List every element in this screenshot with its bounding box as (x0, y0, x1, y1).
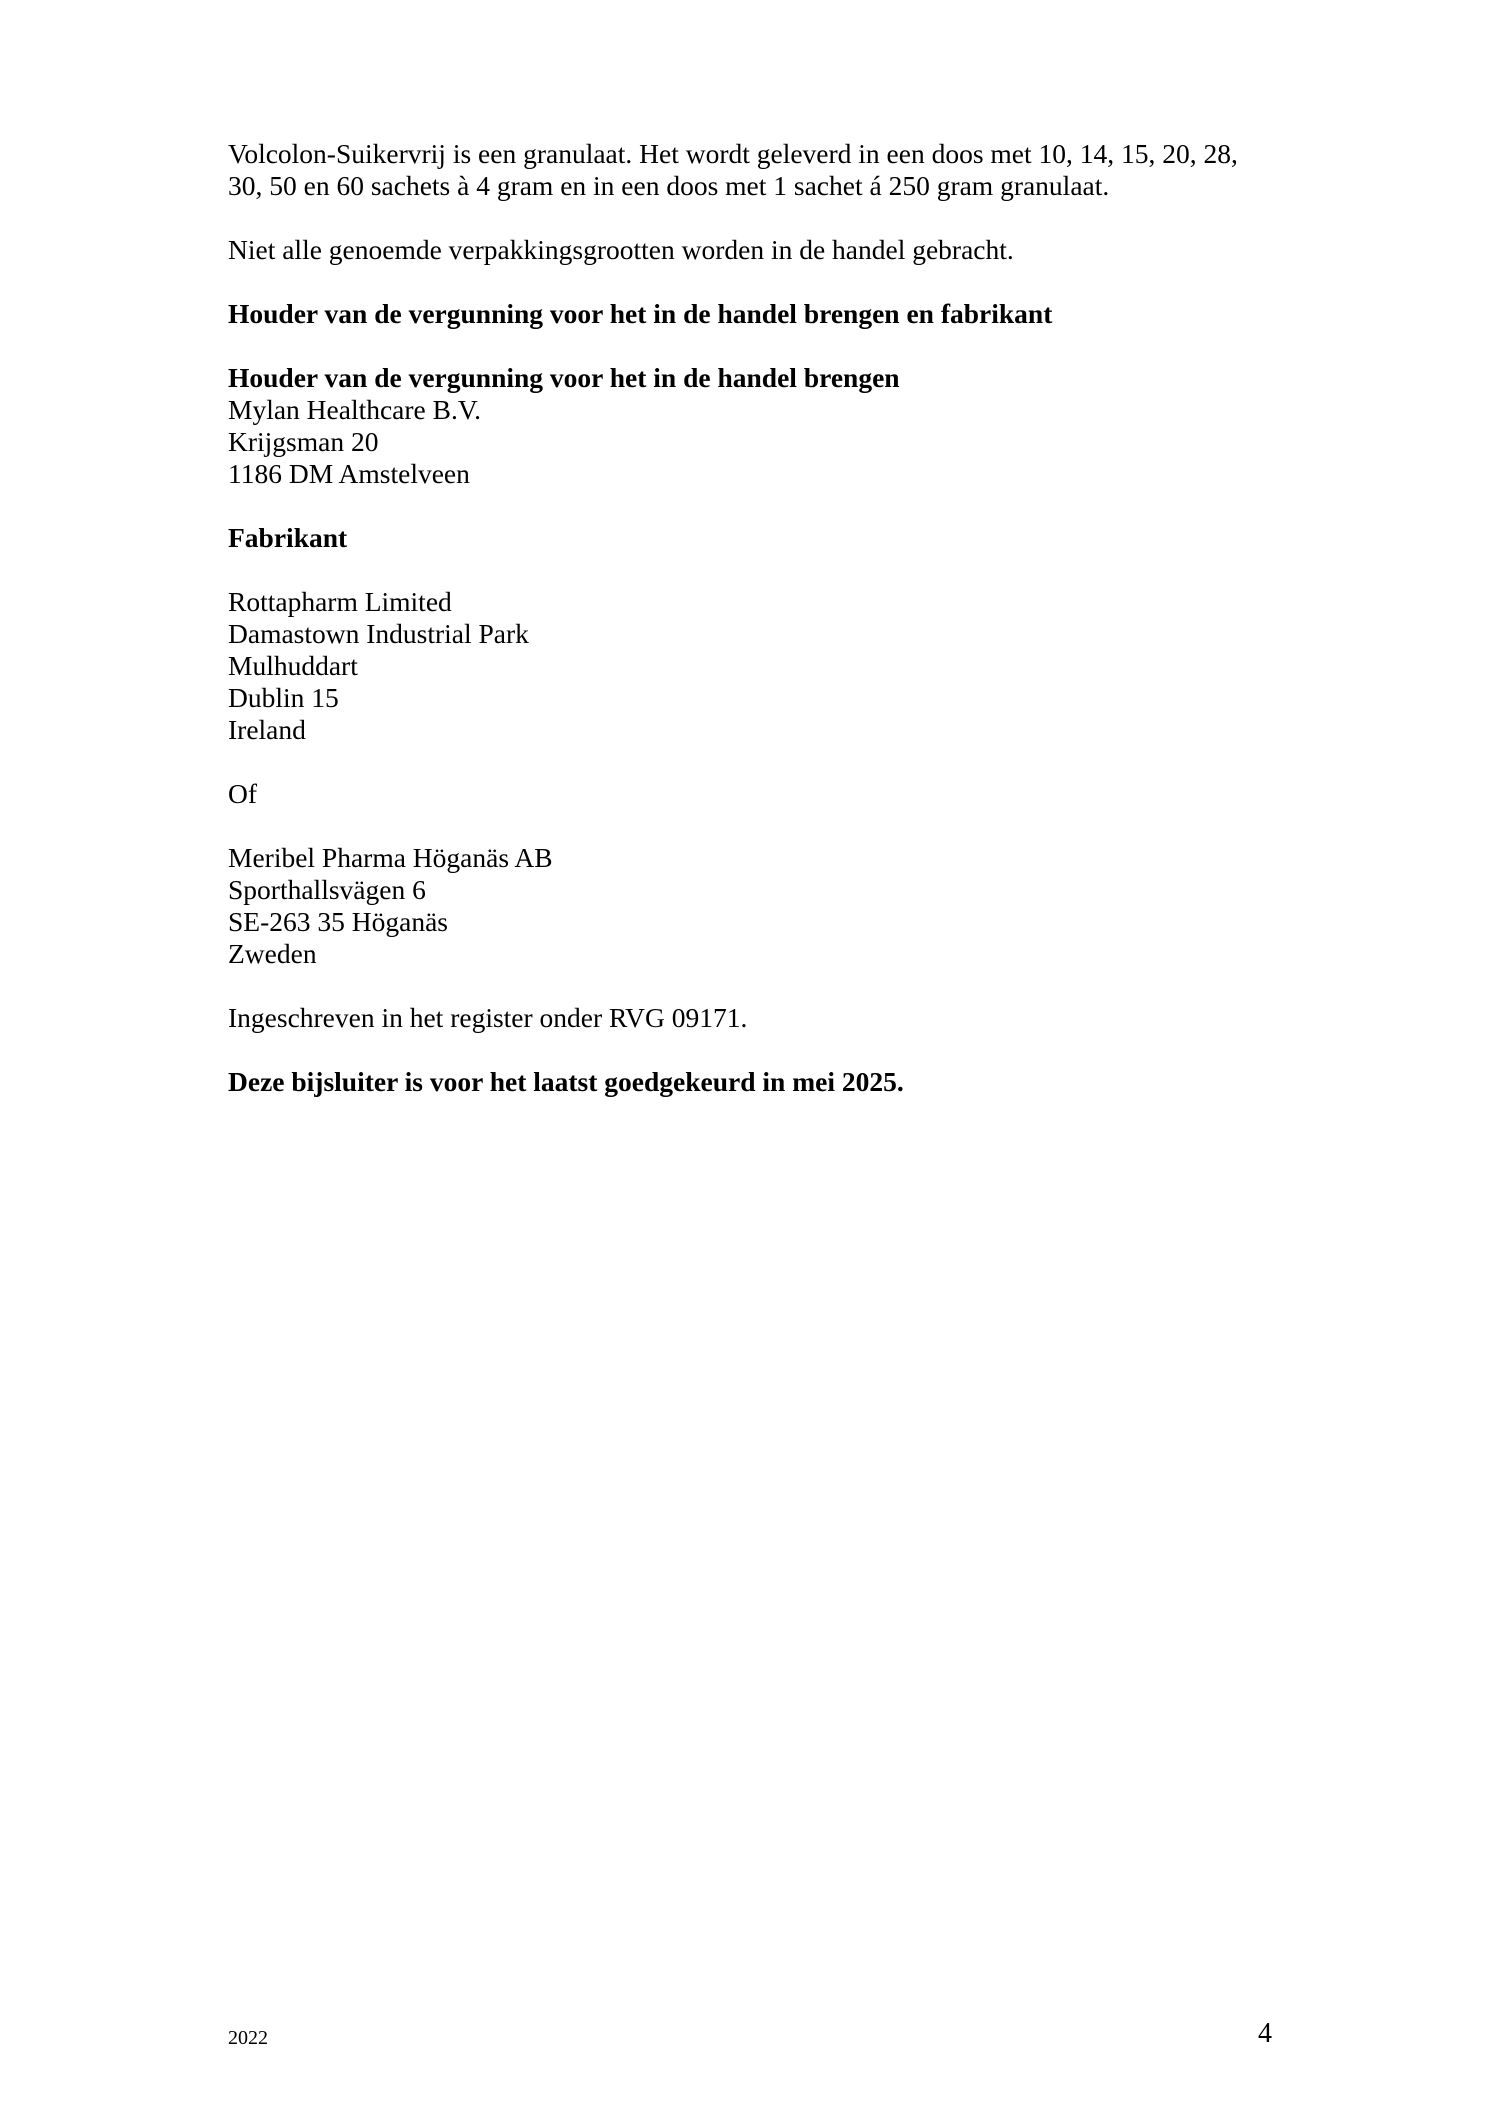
manufacturer-1-block (228, 586, 1288, 746)
registration-text: Ingeschreven in het register onder RVG 09171. (228, 1002, 748, 1033)
holder-block (228, 362, 1288, 490)
availability-note-text: Niet alle genoemde verpakkingsgrootten worden in de handel gebracht. (228, 234, 1014, 265)
holder-street: Krijgsman 20 (228, 426, 379, 457)
manufacturer-heading (228, 522, 1288, 554)
manufacturer-2-block (228, 842, 1288, 970)
manufacturer-2-city: SE-263 35 Höganäs (228, 906, 448, 937)
registration-paragraph (228, 1002, 1288, 1034)
page-number: 4 (1258, 2018, 1272, 2049)
manufacturer-heading-text: Fabrikant (228, 522, 348, 553)
manufacturer-2-name: Meribel Pharma Höganäs AB (228, 842, 553, 873)
manufacturer-1-line-3: Mulhuddart (228, 650, 358, 681)
holder-city: 1186 DM Amstelveen (228, 458, 470, 489)
availability-note (228, 234, 1288, 266)
or-text: Of (228, 778, 258, 809)
footer-year: 2022 (228, 2027, 268, 2049)
approval-paragraph (228, 1066, 1288, 1098)
or-separator (228, 778, 1288, 810)
packaging-paragraph (228, 138, 1288, 202)
approval-text: Deze bijsluiter is voor het laatst goedgekeurd in mei 2025. (228, 1066, 904, 1097)
document-body (228, 138, 1288, 1130)
manufacturer-1-country: Ireland (228, 714, 306, 745)
manufacturer-2-country: Zweden (228, 938, 317, 969)
section-heading (228, 298, 1288, 330)
manufacturer-1-line-4: Dublin 15 (228, 682, 339, 713)
holder-heading: Houder van de vergunning voor het in de handel brengen (228, 362, 900, 393)
manufacturer-1-line-2: Damastown Industrial Park (228, 618, 529, 649)
manufacturer-1-name: Rottapharm Limited (228, 586, 452, 617)
packaging-line-2: 30, 50 en 60 sachets à 4 gram en in een doos met 1 sachet á 250 gram granulaat. (228, 170, 1110, 201)
manufacturer-2-street: Sporthallsvägen 6 (228, 874, 426, 905)
holder-name: Mylan Healthcare B.V. (228, 394, 482, 425)
packaging-line-1: Volcolon-Suikervrij is een granulaat. Het wordt geleverd in een doos met 10, 14, 15, 20, 28, (228, 138, 1238, 169)
section-heading-text: Houder van de vergunning voor het in de handel brengen en fabrikant (228, 298, 1053, 329)
